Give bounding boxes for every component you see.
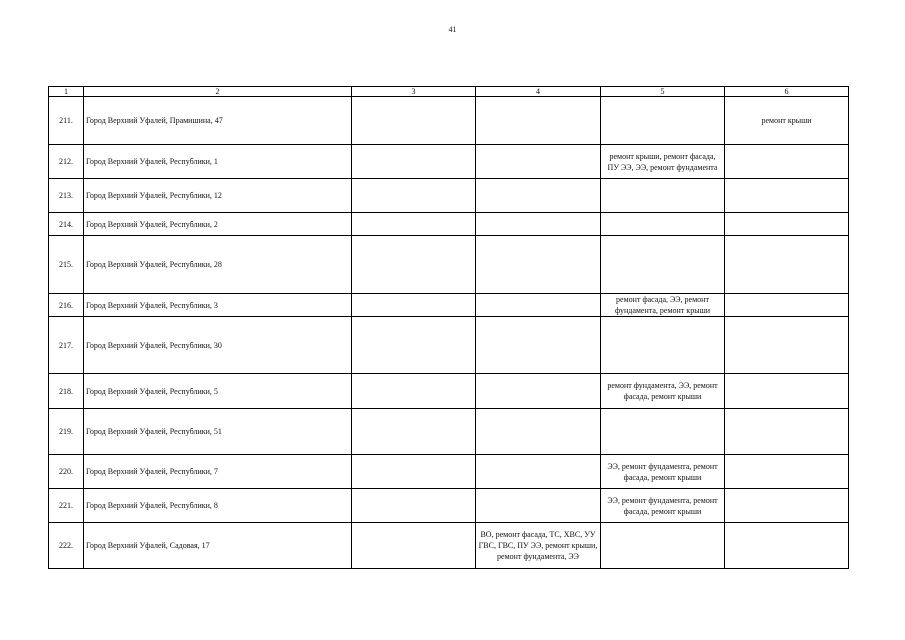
address-cell: Город Верхний Уфалей, Республики, 7: [84, 455, 352, 489]
column-4-cell: [476, 179, 601, 213]
table-row: [49, 374, 849, 409]
column-header-1: 1: [49, 87, 84, 97]
column-3-cell: [352, 374, 476, 409]
column-4-cell: [476, 374, 601, 409]
address-cell: Город Верхний Уфалей, Республики, 5: [84, 374, 352, 409]
table-row: [49, 523, 849, 569]
address-cell: Город Верхний Уфалей, Республики, 30: [84, 317, 352, 374]
table-row: [49, 455, 849, 489]
column-4-cell: ВО, ремонт фасада, ТС, ХВС, УУ ГВС, ГВС, ПУ ЭЭ, ремонт крыши, ремонт фундамента, ЭЭ: [476, 523, 601, 569]
column-3-cell: [352, 409, 476, 455]
address-cell: Город Верхний Уфалей, Республики, 12: [84, 179, 352, 213]
column-5-cell: [601, 409, 725, 455]
column-6-cell: ремонт крыши: [725, 97, 849, 145]
column-3-cell: [352, 97, 476, 145]
address-cell: Город Верхний Уфалей, Республики, 3: [84, 294, 352, 317]
column-6-cell: [725, 374, 849, 409]
column-5-cell: [601, 523, 725, 569]
column-6-cell: [725, 236, 849, 294]
column-4-cell: [476, 294, 601, 317]
column-6-cell: [725, 294, 849, 317]
row-number: 217.: [49, 317, 84, 374]
column-4-cell: [476, 317, 601, 374]
column-4-cell: [476, 97, 601, 145]
column-3-cell: [352, 179, 476, 213]
row-number: 211.: [49, 97, 84, 145]
column-5-cell: [601, 317, 725, 374]
column-3-cell: [352, 523, 476, 569]
column-3-cell: [352, 213, 476, 236]
table-row: [49, 97, 849, 145]
address-cell: Город Верхний Уфалей, Республики, 28: [84, 236, 352, 294]
column-5-cell: ремонт фасада, ЭЭ, ремонт фундамента, ремонт крыши: [601, 294, 725, 317]
column-4-cell: [476, 455, 601, 489]
column-3-cell: [352, 145, 476, 179]
column-6-cell: [725, 145, 849, 179]
column-5-cell: ЭЭ, ремонт фундамента, ремонт фасада, ремонт крыши: [601, 455, 725, 489]
column-4-cell: [476, 489, 601, 523]
repair-schedule-table: [48, 86, 849, 569]
column-6-cell: [725, 489, 849, 523]
table-row: [49, 213, 849, 236]
address-cell: Город Верхний Уфалей, Республики, 1: [84, 145, 352, 179]
address-cell: Город Верхний Уфалей, Республики, 2: [84, 213, 352, 236]
column-4-cell: [476, 145, 601, 179]
table-row: [49, 179, 849, 213]
table-row: [49, 236, 849, 294]
column-5-cell: ЭЭ, ремонт фундамента, ремонт фасада, ремонт крыши: [601, 489, 725, 523]
column-5-cell: ремонт фундамента, ЭЭ, ремонт фасада, ремонт крыши: [601, 374, 725, 409]
row-number: 214.: [49, 213, 84, 236]
row-number: 215.: [49, 236, 84, 294]
row-number: 220.: [49, 455, 84, 489]
column-3-cell: [352, 455, 476, 489]
column-3-cell: [352, 317, 476, 374]
column-header-5: 5: [601, 87, 725, 97]
row-number: 219.: [49, 409, 84, 455]
column-5-cell: [601, 213, 725, 236]
row-number: 216.: [49, 294, 84, 317]
column-6-cell: [725, 213, 849, 236]
column-4-cell: [476, 409, 601, 455]
column-5-cell: [601, 179, 725, 213]
column-4-cell: [476, 213, 601, 236]
column-6-cell: [725, 179, 849, 213]
row-number: 218.: [49, 374, 84, 409]
column-header-3: 3: [352, 87, 476, 97]
table-row: [49, 489, 849, 523]
row-number: 221.: [49, 489, 84, 523]
row-number: 222.: [49, 523, 84, 569]
address-cell: Город Верхний Уфалей, Республики, 8: [84, 489, 352, 523]
column-header-4: 4: [476, 87, 601, 97]
address-cell: Город Верхний Уфалей, Прамишина, 47: [84, 97, 352, 145]
row-number: 212.: [49, 145, 84, 179]
page-number: 41: [448, 25, 457, 34]
table-row: [49, 294, 849, 317]
table-row: [49, 317, 849, 374]
address-cell: Город Верхний Уфалей, Садовая, 17: [84, 523, 352, 569]
column-6-cell: [725, 409, 849, 455]
column-3-cell: [352, 294, 476, 317]
column-5-cell: ремонт крыши, ремонт фасада, ПУ ЭЭ, ЭЭ, ремонт фундамента: [601, 145, 725, 179]
column-3-cell: [352, 236, 476, 294]
table-row: [49, 145, 849, 179]
column-6-cell: [725, 317, 849, 374]
column-header-2: 2: [84, 87, 352, 97]
column-5-cell: [601, 97, 725, 145]
column-3-cell: [352, 489, 476, 523]
column-6-cell: [725, 455, 849, 489]
row-number: 213.: [49, 179, 84, 213]
column-header-6: 6: [725, 87, 849, 97]
table-header-row: [49, 87, 849, 97]
column-4-cell: [476, 236, 601, 294]
column-5-cell: [601, 236, 725, 294]
address-cell: Город Верхний Уфалей, Республики, 51: [84, 409, 352, 455]
table-row: [49, 409, 849, 455]
column-6-cell: [725, 523, 849, 569]
